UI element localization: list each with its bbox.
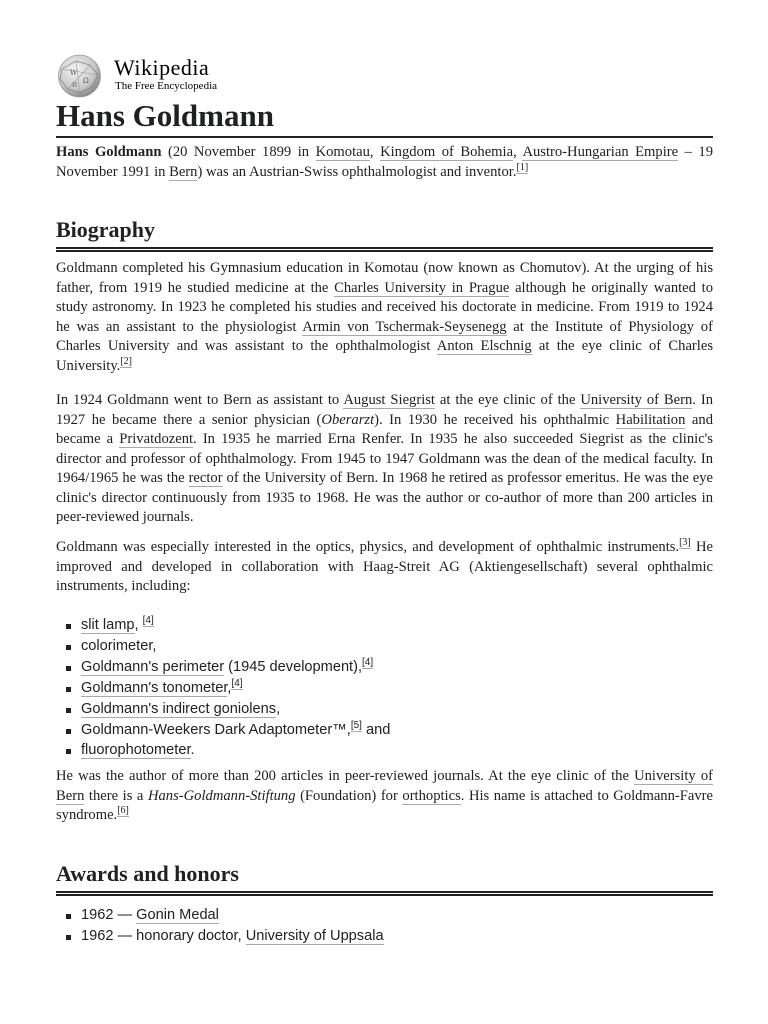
- list-item: [56, 678, 713, 699]
- biography-paragraph-4: [56, 767, 713, 826]
- ref-link-5[interactable]: [5]: [350, 719, 362, 731]
- text: there is a: [84, 787, 148, 804]
- ref-link-2[interactable]: [2]: [120, 355, 132, 367]
- biography-paragraph-2: [56, 391, 713, 528]
- text: ,: [227, 679, 232, 696]
- reference-1: [516, 162, 528, 174]
- link-habilitation[interactable]: Habilitation: [615, 411, 686, 428]
- svg-text:W: W: [70, 69, 78, 77]
- section-heading-awards: Awards and honors: [56, 860, 713, 896]
- text: Goldmann was especially interested in the optics, physics, and development of ophthalmic instruments.: [56, 539, 680, 555]
- text: He was the author of more than 200 articles in peer-reviewed journals. At the eye clinic of the: [56, 768, 635, 784]
- link-austro-hungarian-empire[interactable]: Austro-Hungarian Empire: [522, 144, 679, 160]
- link-goldmanns-perimeter[interactable]: Goldmann's perimeter: [81, 658, 225, 675]
- text: ,: [513, 144, 523, 160]
- reference-6: [117, 805, 129, 817]
- reference-4: [231, 678, 242, 690]
- text: ,: [276, 700, 281, 717]
- reference-2: [120, 356, 132, 368]
- text: . His name is attached to Goldmann-Favre syndrome.: [56, 787, 713, 823]
- link-gonin-medal[interactable]: Gonin Medal: [136, 907, 219, 923]
- text: ,: [369, 144, 381, 160]
- text: at the Institute of Physiology of Charles University and was assistant to the ophthalmologist: [56, 318, 713, 354]
- text: 1962 —: [81, 907, 137, 923]
- reference-4: [362, 657, 373, 669]
- text: . In 1935 he married Erna Renfer. In 1935 he also succeeded Siegrist as the clinic's director and professor of ophthalmology. From 1945 to 1947 Goldmann was the dean of the medical faculty. In 1964/1965 he was the: [56, 431, 713, 486]
- link-bern[interactable]: Bern: [169, 163, 198, 180]
- text: He improved and developed in collaboration with Haag-Streit AG (Aktiengesellschaft) several ophthalmic instruments, including:: [56, 539, 713, 594]
- text: 1962 — honorary doctor,: [81, 927, 246, 944]
- link-komotau[interactable]: Komotau: [315, 144, 370, 160]
- list-item: [56, 905, 713, 926]
- text: Goldmann completed his Gymnasium education in Komotau (now known as Chomutov). At the urging of his father, from 1919 he studied medicine at the: [56, 260, 713, 296]
- link-privatdozent[interactable]: Privatdozent: [119, 431, 194, 447]
- reference-3: [679, 537, 691, 549]
- link-armin-von-tschermak[interactable]: Armin von Tschermak-Seysenegg: [302, 318, 507, 335]
- list-item: [56, 926, 713, 947]
- italic-term: Oberarzt: [321, 411, 375, 428]
- wikipedia-tagline: The Free Encyclopedia: [115, 80, 218, 92]
- text: colorimeter,: [81, 637, 157, 654]
- text: although he originally wanted to study astronomy. In 1923 he completed his studies and received his doctorate in medicine. From 1919 to 1924 he was an assistant to the physiologist: [56, 279, 714, 335]
- svg-text:Ω: Ω: [83, 77, 89, 85]
- text: (1945 development),: [224, 658, 363, 675]
- text: and: [361, 721, 391, 738]
- ref-link-4[interactable]: [4]: [231, 677, 243, 689]
- text: ). In 1930 he received his ophthalmic: [374, 411, 616, 428]
- text: .: [190, 742, 195, 759]
- text: (Foundation) for: [295, 787, 403, 804]
- ref-link-3[interactable]: [3]: [679, 537, 691, 549]
- link-anton-elschnig[interactable]: Anton Elschnig: [436, 338, 532, 354]
- intro-paragraph: [56, 143, 713, 182]
- text: ,: [134, 617, 143, 633]
- list-item: [56, 740, 713, 761]
- link-goldmanns-goniolens[interactable]: Goldmann's indirect goniolens: [81, 700, 277, 717]
- link-orthoptics[interactable]: orthoptics: [402, 787, 461, 804]
- list-item: [56, 657, 713, 678]
- text: ) was an Austrian-Swiss ophthalmologist and inventor.: [197, 163, 517, 180]
- ref-link-4[interactable]: [4]: [362, 656, 374, 668]
- instruments-list: [56, 615, 713, 761]
- reference-4: [143, 615, 154, 627]
- list-item: [56, 636, 713, 657]
- link-slit-lamp[interactable]: slit lamp: [81, 617, 135, 633]
- link-goldmanns-tonometer[interactable]: Goldmann's tonometer: [81, 679, 228, 696]
- text: . In 1927 he became there a senior physician (: [56, 392, 714, 428]
- ref-link-6[interactable]: [6]: [117, 805, 129, 817]
- text: at the eye clinic of Charles University.: [56, 338, 713, 374]
- biography-paragraph-3: [56, 538, 713, 597]
- text: at the eye clinic of the: [435, 392, 581, 408]
- section-heading-biography: Biography: [56, 216, 713, 252]
- wikipedia-wordmark: Wikipedia: [114, 55, 210, 80]
- link-fluorophotometer[interactable]: fluorophotometer: [81, 742, 191, 759]
- text: Goldmann-Weekers Dark Adaptometer™,: [81, 721, 351, 738]
- ref-link-1[interactable]: [1]: [516, 161, 529, 173]
- biography-paragraph-1: [56, 259, 713, 376]
- link-kingdom-of-bohemia[interactable]: Kingdom of Bohemia: [380, 144, 514, 160]
- link-university-of-uppsala[interactable]: University of Uppsala: [245, 927, 384, 944]
- text: In 1924 Goldmann went to Bern as assistant to: [56, 392, 344, 408]
- page-title: Hans Goldmann: [56, 96, 713, 138]
- italic-term: Hans-Goldmann-Stiftung: [147, 787, 296, 804]
- reference-5: [351, 720, 362, 732]
- awards-list: [56, 905, 713, 947]
- text: – 19 November 1991 in: [56, 144, 713, 180]
- wikipedia-globe-icon: [56, 53, 103, 98]
- link-august-siegrist[interactable]: August Siegrist: [343, 392, 435, 408]
- subject-name: Hans Goldmann: [56, 144, 162, 160]
- link-university-of-bern[interactable]: University of Bern: [56, 768, 714, 804]
- link-rector[interactable]: rector: [188, 470, 223, 486]
- ref-link-4[interactable]: [4]: [142, 615, 154, 627]
- text: and became a: [56, 411, 713, 447]
- link-university-of-bern[interactable]: University of Bern: [580, 392, 693, 408]
- list-item: [56, 720, 713, 741]
- list-item: [56, 615, 713, 636]
- text: of the University of Bern. In 1968 he retired as professor emeritus. He was the eye clinic's director continuously from 1935 to 1968. He was the author or co-author of more than 200 articles in peer-reviewed journals.: [56, 470, 714, 525]
- link-charles-university[interactable]: Charles University in Prague: [334, 279, 510, 296]
- svg-text:И: И: [72, 82, 78, 89]
- text: (20 November 1899 in: [161, 144, 316, 160]
- list-item: [56, 699, 713, 720]
